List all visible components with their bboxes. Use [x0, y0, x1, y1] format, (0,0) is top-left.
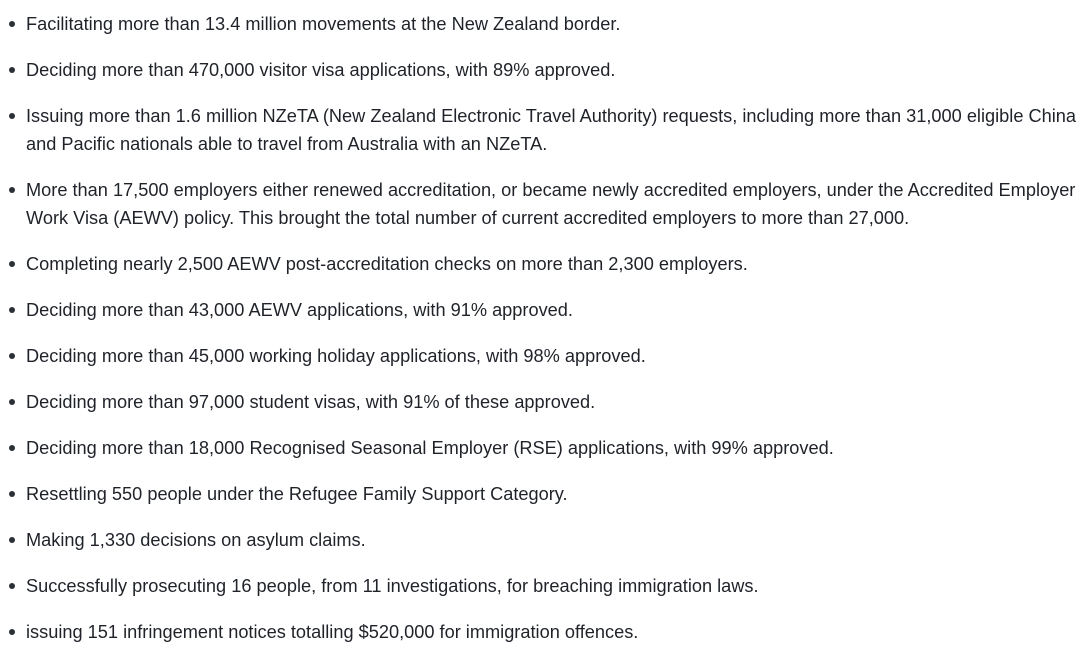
bullet-icon	[9, 537, 15, 543]
list-item-text: Deciding more than 18,000 Recognised Seasonal Employer (RSE) applications, with 99% approved.	[26, 438, 834, 458]
list-item-text: Resettling 550 people under the Refugee Family Support Category.	[26, 484, 568, 504]
bullet-icon	[9, 261, 15, 267]
list-item-text: Deciding more than 43,000 AEWV applications, with 91% approved.	[26, 300, 573, 320]
bullet-icon	[9, 445, 15, 451]
list-item-text: Deciding more than 97,000 student visas, with 91% of these approved.	[26, 392, 596, 412]
bullet-icon	[9, 187, 15, 193]
bullet-icon	[9, 629, 15, 635]
bullet-icon	[9, 583, 15, 589]
list-item	[0, 296, 1080, 324]
bullet-icon	[9, 353, 15, 359]
list-item	[0, 176, 1080, 232]
list-item-text: Facilitating more than 13.4 million movements at the New Zealand border.	[26, 14, 621, 34]
bullet-icon	[9, 399, 15, 405]
list-item-text: Issuing more than 1.6 million NZeTA (New Zealand Electronic Travel Authority) requests, including more than 31,000 eligible China and Pacific nationals able to travel from Australia with an NZeTA.	[26, 106, 1077, 154]
list-item	[0, 102, 1080, 158]
list-item	[0, 10, 1080, 38]
list-item-text: issuing 151 infringement notices totalling $520,000 for immigration offences.	[26, 622, 639, 642]
list-item	[0, 526, 1080, 554]
list-item-text: Making 1,330 decisions on asylum claims.	[26, 530, 366, 550]
list-item-text: More than 17,500 employers either renewed accreditation, or became newly accredited employers, under the Accredited Employer Work Visa (AEWV) policy. This brought the total number of current accredited employers to more than 27,000.	[26, 180, 1076, 228]
list-item	[0, 388, 1080, 416]
list-item	[0, 342, 1080, 370]
list-item	[0, 56, 1080, 84]
list-item	[0, 572, 1080, 600]
list-item	[0, 250, 1080, 278]
list-item	[0, 618, 1080, 646]
list-item-text: Successfully prosecuting 16 people, from 11 investigations, for breaching immigration laws.	[26, 576, 759, 596]
list-item	[0, 434, 1080, 462]
bullet-icon	[9, 307, 15, 313]
list-item-text: Deciding more than 470,000 visitor visa applications, with 89% approved.	[26, 60, 616, 80]
bullet-icon	[9, 21, 15, 27]
list-item-text: Completing nearly 2,500 AEWV post-accreditation checks on more than 2,300 employers.	[26, 254, 748, 274]
bullet-icon	[9, 67, 15, 73]
bullet-icon	[9, 113, 15, 119]
bullet-icon	[9, 491, 15, 497]
list-item	[0, 480, 1080, 508]
list-item-text: Deciding more than 45,000 working holiday applications, with 98% approved.	[26, 346, 646, 366]
